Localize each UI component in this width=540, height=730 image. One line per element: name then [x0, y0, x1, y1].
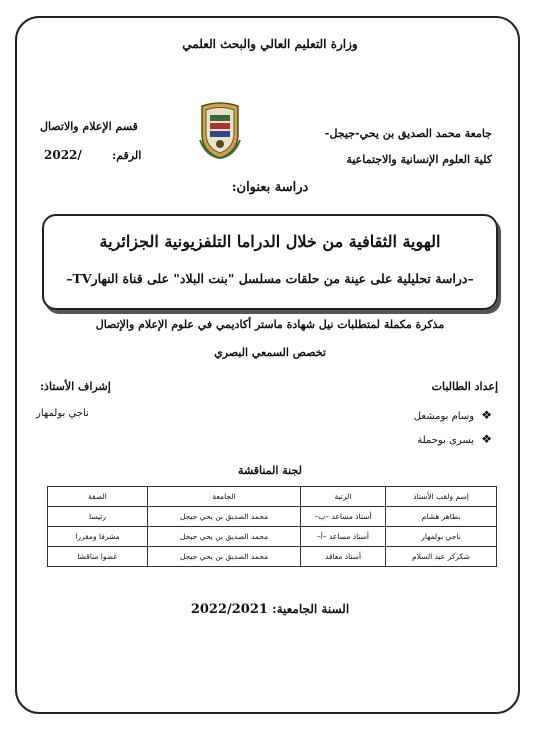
table-cell: بطاهر هشام [386, 507, 497, 527]
academic-year [0, 602, 540, 617]
supervisor-label: إشراف الأستاذ: [40, 380, 111, 393]
table-cell: محمد الصديق بن يحي جيجل [148, 527, 301, 547]
ministry-name: وزارة التعليم العالي والبحث العلمي [182, 37, 358, 51]
thesis-subtitle: –دراسة تحليلية على عينة من حلقات مسلسل "بنت البلاد" على قناة النهارTV– [66, 271, 474, 286]
student-name: يسرى بوحملة [417, 435, 475, 446]
table-header-row [48, 487, 497, 507]
department-name: قسم الإعلام والاتصال [40, 120, 138, 133]
table-cell: أستاذ معاقد [301, 547, 386, 567]
title-box [42, 214, 498, 310]
university-name: جامعة محمد الصديق بن يحي-جيجل- [324, 127, 492, 140]
jury-table [47, 486, 497, 567]
reference-value: 2022/ [44, 148, 82, 162]
reference-number [44, 148, 141, 162]
table-cell: عضوا مناقشا [48, 547, 148, 567]
table-cell: رئيسا [48, 507, 148, 527]
diamond-bullet-icon: ❖ [481, 432, 492, 446]
table-cell: شكركر عبد السلام [386, 547, 497, 567]
column-header: إسم ولقب الأستاذ [386, 487, 497, 507]
table-cell: محمد الصديق بن يحي جيجل [148, 507, 301, 527]
table-cell: أستاذ مساعد –ب– [301, 507, 386, 527]
column-header: الصفة [48, 487, 148, 507]
table-cell: مشرفا ومقررا [48, 527, 148, 547]
table-cell: أستاذ مساعد –أ– [301, 527, 386, 547]
table-row [48, 547, 497, 567]
table-row [48, 507, 497, 527]
table-cell: ناجي بولمهار [386, 527, 497, 547]
supervisor-name: ناجي بولمهار [36, 408, 89, 419]
committee-label: لجنة المناقشة [238, 464, 302, 477]
reference-label: الرقم: [112, 149, 142, 162]
student-1 [414, 408, 492, 422]
student-2 [417, 432, 492, 446]
table-cell: محمد الصديق بن يحي جيجل [148, 547, 301, 567]
table-row [48, 527, 497, 547]
university-crest-icon [198, 100, 242, 160]
specialization: تخصص السمعي البصري [214, 346, 326, 359]
column-header: الجامعة [148, 487, 301, 507]
prepared-by-label: إعداد الطالبات [431, 380, 498, 393]
academic-year-label: السنة الجامعية: [272, 602, 350, 616]
faculty-name: كلية العلوم الإنسانية والاجتماعية [346, 153, 492, 166]
student-name: وسام بومشعل [413, 411, 475, 422]
column-header: الرتبة [301, 487, 386, 507]
thesis-statement: مذكرة مكملة لمتطلبات نيل شهادة ماستر أكاديمي في علوم الإعلام والإتصال [95, 318, 445, 331]
diamond-bullet-icon: ❖ [481, 408, 492, 422]
thesis-title: الهوية الثقافية من خلال الدراما التلفزيونية الجزائرية [99, 232, 441, 251]
academic-year-value: 2022/2021 [190, 602, 268, 617]
study-label: دراسة بعنوان: [231, 180, 309, 195]
